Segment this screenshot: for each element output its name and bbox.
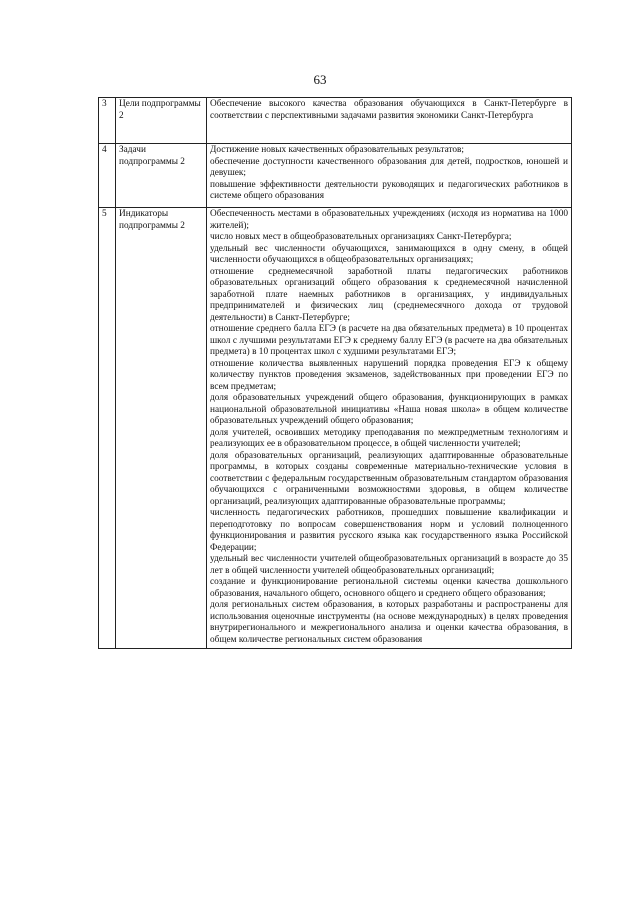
content-line: Обеспеченность местами в образовательных учреждениях (исходя из норматива на 1000 жителей); — [210, 209, 568, 231]
content-line: удельный вес численности учителей общеобразовательных организаций в возрасте до 35 лет в общей численности учителей общеобразовательных организаций; — [210, 554, 568, 576]
content-line: обеспечение доступности качественного образования для детей, подростков, юношей и девушек; — [210, 156, 568, 178]
row-content — [207, 208, 572, 649]
content-line: Обеспечение высокого качества образования обучающихся в Санкт-Петербурге в соответствии с перспективными задачами развития экономики Санкт-Петербурга — [210, 99, 568, 121]
content-line: число новых мест в общеобразовательных организациях Санкт-Петербурга; — [210, 232, 512, 242]
content-line: отношение среднего балла ЕГЭ (в расчете на два обязательных предмета) в 10 процентах школ с лучшими результатами ЕГЭ к среднему баллу ЕГЭ (в расчете на два обязательных предмета) в 10 процентах школ с худшими результатами ЕГЭ; — [210, 324, 568, 357]
row-number: 5 — [99, 208, 116, 649]
table-row-goals — [99, 98, 572, 144]
content-line: численность педагогических работников, прошедших повышение квалификации и переподготовку по вопросам совершенствования норм и условий полноценного функционирования и развития русского языка как государственного языка Российской Федерации; — [210, 508, 568, 553]
content-line: удельный вес численности обучающихся, занимающихся в одну смену, в общей численности обучающихся в общеобразовательных организациях; — [210, 243, 568, 265]
content-line: доля образовательных учреждений общего образования, функционирующих в рамках национальной образовательной инициативы «Наша новая школа» в общем количестве образовательных учреждений общего образования; — [210, 393, 568, 426]
content-line: доля учителей, освоивших методику преподавания по межпредметным технологиям и реализующих ее в образовательном процессе, в общей численности учителей; — [210, 427, 568, 449]
content-line: отношение среднемесячной заработной платы педагогических работников образовательных организаций общего образования к среднемесячной начисленной заработной плате наемных работников в организациях, у индивидуальных предпринимателей и физических лиц (среднемесячного дохода от трудовой деятельности) в Санкт-Петербурге; — [210, 266, 568, 323]
content-line: повышение эффективности деятельности руководящих и педагогических работников в системе общего образования — [210, 179, 568, 201]
row-label: Индикаторы подпрограммы 2 — [116, 208, 207, 649]
row-number: 3 — [99, 98, 116, 144]
content-line: создание и функционирование региональной системы оценки качества дошкольного образования, начального общего, основного общего и среднего общего образования; — [210, 577, 568, 599]
row-content — [207, 144, 572, 208]
row-number: 4 — [99, 144, 116, 208]
row-content — [207, 98, 572, 144]
content-line: доля региональных систем образования, в которых разработаны и распространены для использования оценочные инструменты (на основе международных) в целях проведения внутрирегионального и межрегионального анализа и оценки качества образования, в общем количестве региональных систем образования — [210, 600, 568, 645]
page-number: 63 — [313, 72, 327, 87]
content-line: Достижение новых качественных образовательных результатов; — [210, 145, 465, 155]
content-line: отношение количества выявленных нарушений порядка проведения ЕГЭ к общему количеству пунктов проведения экзаменов, задействованных при проведении ЕГЭ по всем предметам; — [210, 358, 568, 392]
content-line: доля образовательных организаций, реализующих адаптированные образовательные программы, в которых созданы современные материально-технические условия в соответствии с федеральным государственным образовательным стандартом образования обучающихся с ограниченными возможностями здоровья, в общем количестве организаций, реализующих адаптированные образовательные программы; — [210, 450, 568, 507]
row-label: Задачи подпрограммы 2 — [116, 144, 207, 208]
subprogram-passport-table — [98, 97, 572, 649]
table-row-indicators — [99, 208, 572, 649]
row-label: Цели подпрограммы 2 — [116, 98, 207, 144]
table-row-tasks — [99, 144, 572, 208]
